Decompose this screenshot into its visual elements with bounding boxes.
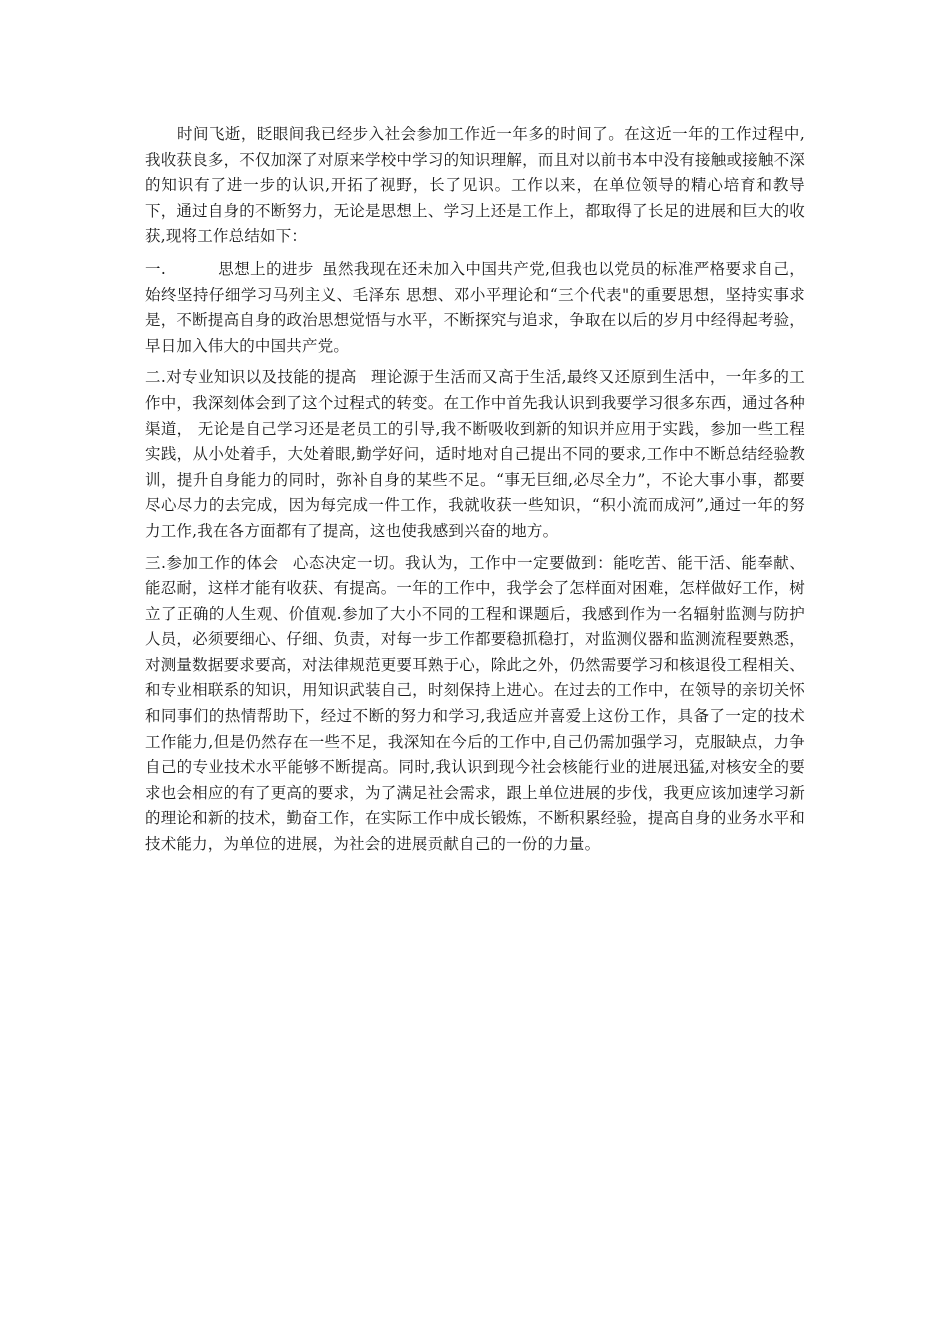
section-3-body: 心态决定一切。我认为，工作中一定要做到：能吃苦、能干活、能奉献、能忍耐，这样才能有收获、有提高。一年的工作中，我学会了怎样面对困难，怎样做好工作，树立了正确的人生观、价值观.参加了大小不同的工程和课题后，我感到作为一名辐射监测与防护人员，必须要细心、仔细、负责，对每一步工作都要稳抓稳打，对监测仪器和监测流程要熟悉，对测量数据要求要高，对法律规范更要耳熟于心，除此之外，仍然需要学习和核退役工程相关、和专业相联系的知识，用知识武装自己，时刻保持上进心。在过去的工作中，在领导的亲切关怀和同事们的热情帮助下，经过不断的努力和学习,我适应并喜爱上这份工作，具备了一定的技术工作能力,但是仍然存在一些不足，我深知在今后的工作中,自己仍需加强学习，克服缺点，力争自己的专业技术水平能够不断提高。同时,我认识到现今社会核能行业的进展迅猛,对核安全的要求也会相应的有了更高的要求，为了满足社会需求，跟上单位进展的步伐，我更应该加速学习新的理论和新的技术，勤奋工作，在实际工作中成长锻炼，不断积累经验，提高自身的业务水平和技术能力，为单位的进展，为社会的进展贡献自己的一份的力量。: [145, 553, 806, 854]
document-body: [145, 122, 805, 864]
section-1-number: 一.: [145, 259, 167, 278]
section-1-heading: 思想上的进步: [218, 259, 314, 278]
section-2-heading: 对专业知识以及技能的提高: [166, 368, 357, 387]
section-2-number: 二.: [145, 368, 167, 387]
section-1: [145, 257, 805, 359]
intro-paragraph: 时间飞逝，眨眼间我已经步入社会参加工作近一年多的时间了。在这近一年的工作过程中,我收获良多，不仅加深了对原来学校中学习的知识理解，而且对以前书本中没有接触或接触不深的知识有了进一步的认识,开拓了视野，长了见识。工作以来，在单位领导的精心培育和教导下，通过自身的不断努力，无论是思想上、学习上还是工作上，都取得了长足的进展和巨大的收获,现将工作总结如下：: [145, 125, 805, 246]
section-3-heading: 参加工作的体会: [166, 553, 279, 572]
section-3-number: 三.: [145, 553, 167, 572]
section-3: [145, 551, 805, 858]
section-2-body: 理论源于生活而又高于生活,最终又还原到生活中，一年多的工作中，我深刻体会到了这个过程式的转变。在工作中首先我认识到我要学习很多东西，通过各种渠道， 无论是自己学习还是老员工的引导,我不断吸收到新的知识并应用于实践，参加一些工程实践，从小处着手，大处着眼,勤学好问，适时地对自己提出不同的要求,工作中不断总结经验教训，提升自身能力的同时，弥补自身的某些不足。“事无巨细,必尽全力”，不论大事小事，都要尽心尽力的去完成，因为每完成一件工作，我就收获一些知识，“积小流而成河”,通过一年的努力工作,我在各方面都有了提高，这也使我感到兴奋的地方。: [145, 368, 805, 540]
section-2: [145, 365, 805, 544]
section-1-body: 虽然我现在还未加入中国共产党,但我也以党员的标准严格要求自己，始终坚持仔细学习马列主义、毛泽东 思想、邓小平理论和“三个代表"的重要思想，坚持实事求是，不断提高自身的政治思想觉悟与水平，不断探究与追求，争取在以后的岁月中经得起考验，早日加入伟大的中国共产党。: [145, 259, 806, 355]
